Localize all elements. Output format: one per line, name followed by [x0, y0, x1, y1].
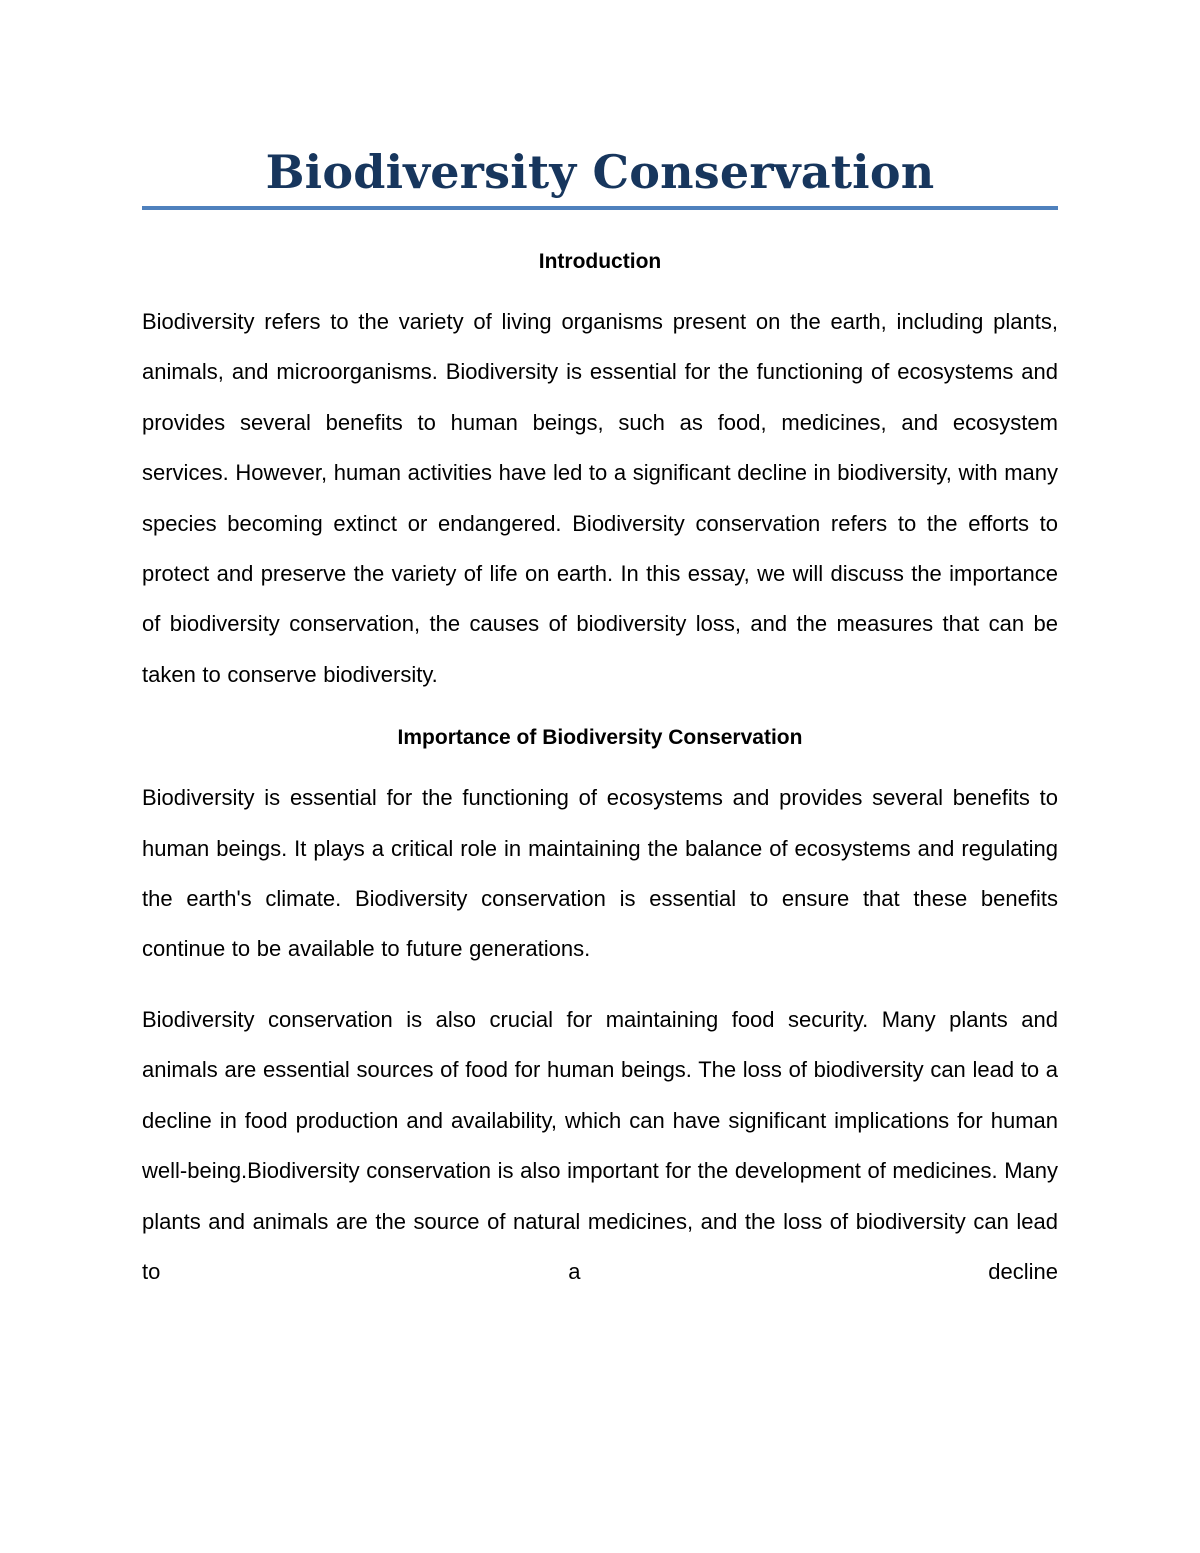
document-page — [142, 140, 1058, 1297]
paragraph: Biodiversity is essential for the functioning of ecosystems and provides several benefits to human beings. It plays a critical role in maintaining the balance of ecosystems and regulating the earth's climate. Biodiversity conservation is essential to ensure that these benefits continue to be available to future generations. — [142, 785, 1058, 962]
paragraph: Biodiversity refers to the variety of living organisms present on the earth, including plants, animals, and microorganisms. Biodiversity is essential for the functioning of ecosystems and provides several benefits to human beings, such as food, medicines, and ecosystem services. However, human activities have led to a significant decline in biodiversity, with many species becoming extinct or endangered. Biodiversity conservation refers to the efforts to protect and preserve the variety of life on earth. In this essay, we will discuss the importance of biodiversity conservation, the causes of biodiversity loss, and the measures that can be taken to conserve biodiversity. — [142, 309, 1058, 687]
section-introduction — [142, 244, 1058, 700]
paragraph: Biodiversity conservation is also crucial for maintaining food security. Many plants and animals are essential sources of food for human beings. The loss of biodiversity can lead to a decline in food production and availability, which can have significant implications for human well-being.Biodiversity conservation is also important for the development of medicines. Many plants and animals are the source of natural medicines, and the loss of biodiversity can lead to a decline — [142, 1006, 1058, 1284]
document-title: Biodiversity Conservation — [265, 145, 935, 199]
section-importance — [142, 720, 1058, 1297]
section-heading: Importance of Biodiversity Conservation — [397, 726, 803, 750]
title-underline — [142, 206, 1058, 210]
section-heading: Introduction — [538, 250, 662, 273]
